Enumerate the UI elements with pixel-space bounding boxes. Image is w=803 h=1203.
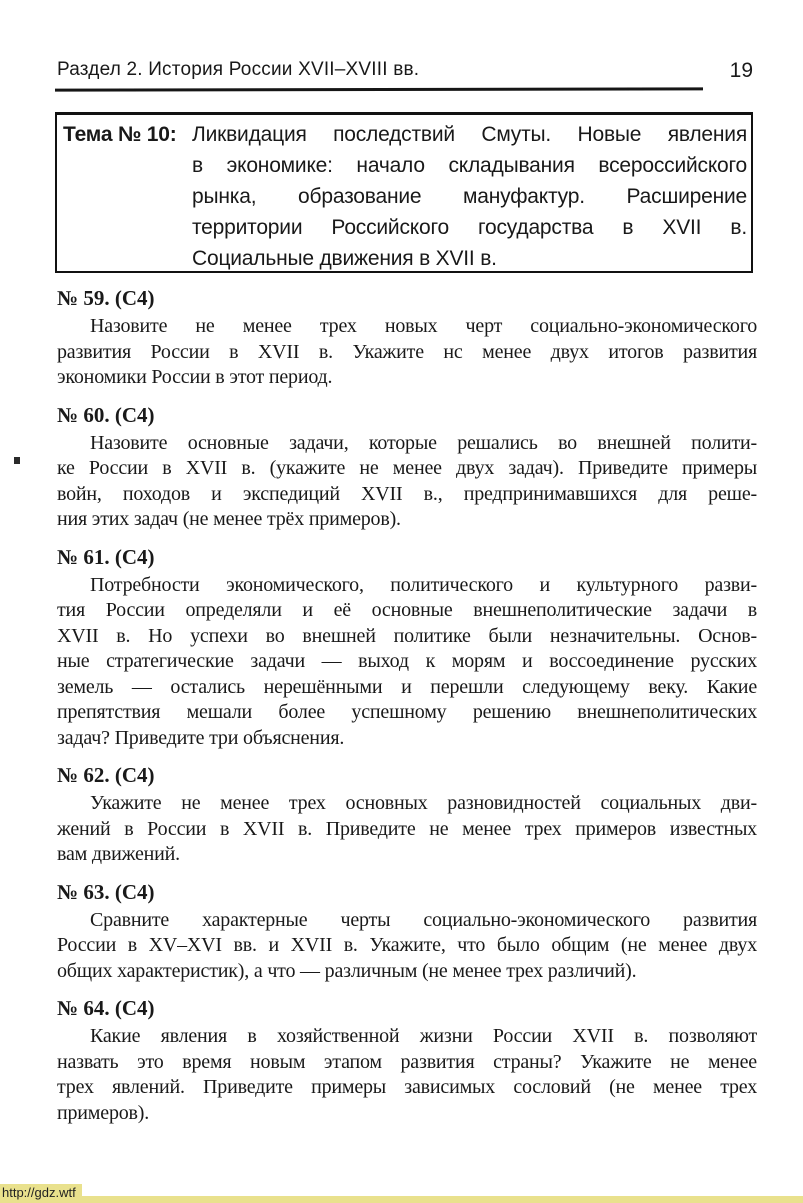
question-number: № 63. (С4) [57,879,155,904]
questions-list [57,274,757,1126]
question-text [57,791,757,868]
question-block [57,994,757,1126]
question-block [57,543,757,752]
text-line: рынка, образование мануфактур. Расширение [192,185,747,208]
text-line: тия России определяли и её основные внешнеполитические задачи в [57,599,757,621]
section-title: Раздел 2. История России XVII–XVIII вв. [57,59,420,80]
question-number: № 62. (С4) [57,763,155,787]
text-line: ке России в XVII в. (укажите не менее двух задач). Приведите примеры [57,457,757,479]
text-line: России в XV–XVI вв. и XVII в. Укажите, что было общим (не менее двух [57,934,757,956]
text-line: Укажите не менее трех основных разновидностей социальных дви- [90,792,757,814]
page-number: 19 [729,59,753,82]
question-block [57,284,757,391]
header-rule [55,87,703,91]
scan-artifact-dot [14,457,20,464]
question-text [57,314,757,391]
text-line: общих характеристик), а что — различным (не менее трех различий). [57,959,637,982]
text-line: препятствия мешали более успешному решению внешнеполитических [57,701,757,723]
question-text [57,1024,757,1126]
question-text [57,908,757,985]
question-text [57,431,757,533]
text-line: Назовите не менее трех новых черт социально-экономического [90,315,757,337]
text-line: ния этих задач (не менее трёх примеров). [57,508,401,530]
text-line: экономики России в этот период. [57,366,333,388]
text-line: развития России в XVII в. Укажите нс менее двух итогов развития [57,340,757,363]
page-header [57,59,753,83]
question-block [57,401,757,533]
text-line: территории Российского государства в XVII в. [192,216,747,239]
question-number: № 60. (С4) [57,402,155,427]
text-line: Ликвидация последствий Смуты. Новые явления [192,123,747,146]
text-line: вам движений. [57,843,180,865]
text-line: задач? Приведите три объяснения. [57,726,345,749]
text-line: Социальные движения в XVII в. [192,247,497,270]
text-line: Назовите основные задачи, которые решались во внешней полити- [90,431,757,454]
text-line: войн, походов и экспедиций XVII в., предпринимавшихся для реше- [57,482,757,505]
question-block [57,761,757,868]
watermark-strip [0,1196,803,1203]
question-number: № 64. (С4) [57,996,155,1020]
text-line: земель — остались нерешёнными и перешли следующему веку. Какие [57,675,757,698]
text-line: Сравните характерные черты социально-экономического развития [90,908,757,931]
question-number: № 59. (С4) [57,286,155,310]
text-line: Потребности экономического, политического и культурного разви- [90,573,757,596]
topic-box [55,112,753,273]
question-text [57,573,757,752]
text-line: Какие явления в хозяйственной жизни России XVII в. позволяют [90,1025,757,1047]
text-line: ные стратегические задачи — выход к морям и воссоединение русских [57,650,757,672]
watermark-url: http://gdz.wtf [0,1184,82,1203]
text-line: назвать это время новым этапом развития страны? Укажите не менее [57,1050,757,1073]
text-line: жений в России в XVII в. Приведите не менее трех примеров известных [57,817,757,840]
text-line: примеров). [57,1101,150,1124]
topic-label: Тема № 10: [63,123,177,146]
text-line: трех явлений. Приведите примеры зависимых сословий (не менее трех [57,1076,757,1098]
question-block [57,878,757,985]
text-line: XVII в. Но успехи во внешней политике были незначительны. Основ- [57,624,757,647]
topic-text [192,119,747,271]
question-number: № 61. (С4) [57,544,155,569]
text-line: в экономике: начало складывания всероссийского [192,154,747,177]
